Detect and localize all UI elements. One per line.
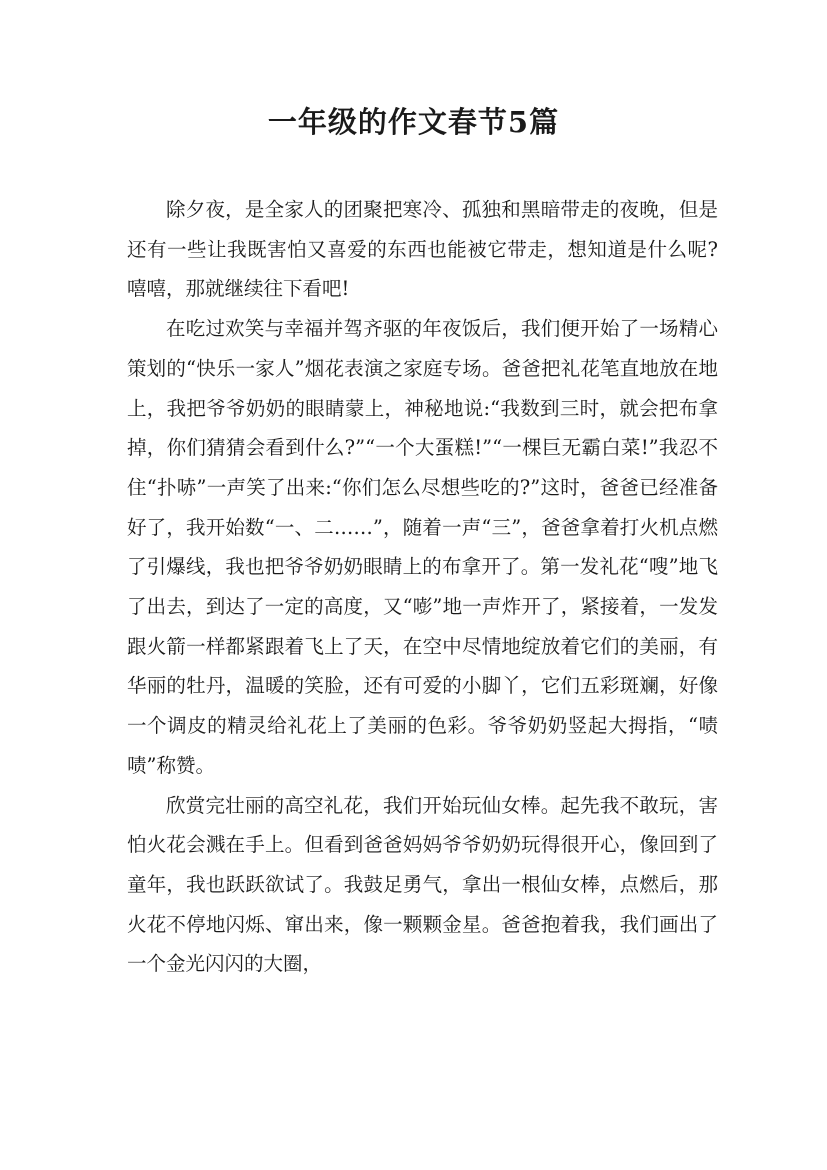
document-body — [127, 190, 718, 984]
document-title: 一年级的作文春节5篇 — [267, 105, 560, 139]
paragraph: 在吃过欢笑与幸福并驾齐驱的年夜饭后，我们便开始了一场精心策划的“快乐一家人”烟花表演之家庭专场。爸爸把礼花笔直地放在地上，我把爷爷奶奶的眼睛蒙上，神秘地说:“我数到三时，就会把布拿掉，你们猜猜会看到什么?”“一个大蛋糕!”“一棵巨无霸白菜!”我忍不住“扑哧”一声笑了出来:“你们怎么尽想些吃的?”这时，爸爸已经准备好了，我开始数“一、二……”，随着一声“三”，爸爸拿着打火机点燃了引爆线，我也把爷爷奶奶眼睛上的布拿开了。第一发礼花“嗖”地飞了出去，到达了一定的高度，又“嘭”地一声炸开了，紧接着，一发发跟火箭一样都紧跟着飞上了天，在空中尽情地绽放着它们的美丽，有华丽的牡丹，温暖的笑脸，还有可爱的小脚丫，它们五彩斑斓，好像一个调皮的精灵给礼花上了美丽的色彩。爷爷奶奶竖起大拇指，“啧啧”称赞。 — [127, 317, 718, 777]
paragraph: 欣赏完壮丽的高空礼花，我们开始玩仙女棒。起先我不敢玩，害怕火花会溅在手上。但看到爸爸妈妈爷爷奶奶玩得很开心，像回到了童年，我也跃跃欲试了。我鼓足勇气，拿出一根仙女棒，点燃后，那火花不停地闪烁、窜出来，像一颗颗金星。爸爸抱着我，我们画出了一个金光闪闪的大圈， — [127, 793, 718, 976]
paragraph: 除夕夜，是全家人的团聚把寒冷、孤独和黑暗带走的夜晚，但是还有一些让我既害怕又喜爱的东西也能被它带走，想知道是什么呢?嘻嘻，那就继续往下看吧! — [127, 198, 718, 301]
